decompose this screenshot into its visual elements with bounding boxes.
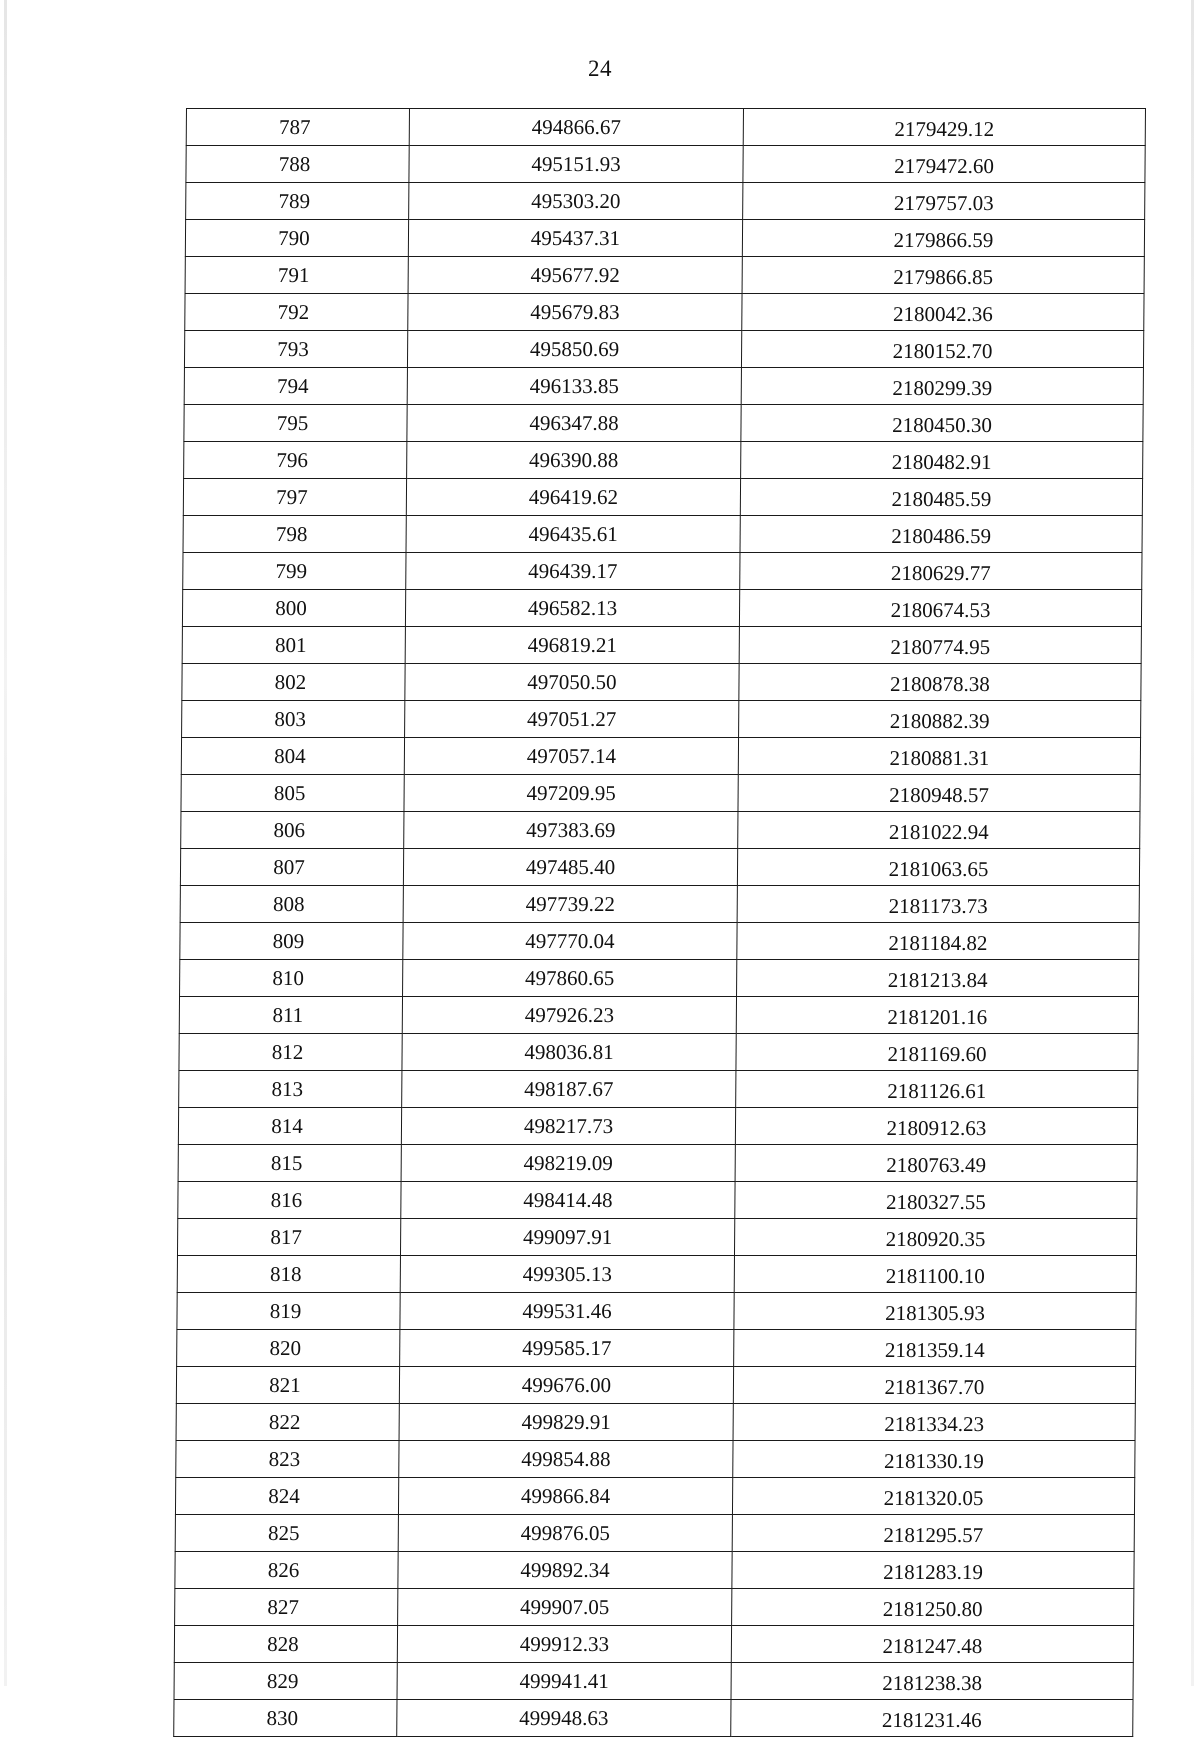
point-number-cell: 819	[177, 1293, 400, 1330]
y-coordinate-cell: 2181213.84	[737, 960, 1139, 997]
scan-edge-right	[1191, 0, 1194, 1686]
x-coordinate-cell: 495677.92	[408, 257, 742, 294]
point-number-cell: 806	[181, 812, 404, 849]
table-row	[176, 1367, 1135, 1404]
point-number-cell: 802	[182, 664, 405, 701]
x-coordinate-cell: 498217.73	[401, 1108, 735, 1145]
x-coordinate-cell: 499854.88	[399, 1441, 733, 1478]
y-coordinate-cell: 2181169.60	[736, 1034, 1138, 1071]
x-coordinate-cell: 498219.09	[401, 1145, 735, 1182]
point-number-cell: 815	[178, 1145, 401, 1182]
table-row	[185, 294, 1144, 331]
point-number-cell: 803	[182, 701, 405, 738]
y-coordinate-cell: 2181320.05	[732, 1478, 1134, 1515]
x-coordinate-cell: 499892.34	[398, 1552, 732, 1589]
y-coordinate-cell: 2180482.91	[741, 442, 1143, 479]
point-number-cell: 817	[177, 1219, 400, 1256]
x-coordinate-cell: 497860.65	[403, 960, 737, 997]
y-coordinate-cell: 2180674.53	[739, 590, 1141, 627]
x-coordinate-cell: 498414.48	[401, 1182, 735, 1219]
point-number-cell: 790	[185, 220, 408, 257]
x-coordinate-cell: 499097.91	[400, 1219, 734, 1256]
point-number-cell: 811	[179, 997, 402, 1034]
table-row	[180, 923, 1139, 960]
x-coordinate-cell: 499941.41	[397, 1663, 731, 1700]
x-coordinate-cell: 496439.17	[406, 553, 740, 590]
point-number-cell: 816	[178, 1182, 401, 1219]
table-row	[178, 1182, 1137, 1219]
table-row	[176, 1404, 1135, 1441]
x-coordinate-cell: 496819.21	[405, 627, 739, 664]
y-coordinate-cell: 2180485.59	[740, 479, 1142, 516]
x-coordinate-cell: 497739.22	[403, 886, 737, 923]
table-row	[180, 960, 1139, 997]
table-row	[177, 1293, 1136, 1330]
table-row	[177, 1330, 1136, 1367]
y-coordinate-cell: 2180042.36	[742, 294, 1144, 331]
point-number-cell: 826	[175, 1552, 398, 1589]
x-coordinate-cell: 497051.27	[405, 701, 739, 738]
point-number-cell: 805	[181, 775, 404, 812]
table-row	[178, 1145, 1137, 1182]
x-coordinate-cell: 499948.63	[397, 1700, 731, 1737]
y-coordinate-cell: 2181173.73	[737, 886, 1139, 923]
point-number-cell: 809	[180, 923, 403, 960]
y-coordinate-cell: 2181250.80	[732, 1589, 1134, 1626]
point-number-cell: 794	[184, 368, 407, 405]
x-coordinate-cell: 496582.13	[405, 590, 739, 627]
y-coordinate-cell: 2180629.77	[740, 553, 1142, 590]
x-coordinate-cell: 499907.05	[398, 1589, 732, 1626]
x-coordinate-cell: 495679.83	[408, 294, 742, 331]
y-coordinate-cell: 2180882.39	[739, 701, 1141, 738]
y-coordinate-cell: 2180878.38	[739, 664, 1141, 701]
table-row	[176, 1441, 1135, 1478]
table-row	[183, 553, 1142, 590]
y-coordinate-cell: 2181022.94	[738, 812, 1140, 849]
y-coordinate-cell: 2181126.61	[736, 1071, 1138, 1108]
scan-edge-left	[4, 0, 7, 1686]
point-number-cell: 812	[179, 1034, 402, 1071]
page-number: 24	[588, 56, 612, 81]
x-coordinate-cell: 495151.93	[409, 146, 743, 183]
point-number-cell: 814	[178, 1108, 401, 1145]
y-coordinate-cell: 2181201.16	[736, 997, 1138, 1034]
x-coordinate-cell: 499912.33	[397, 1626, 731, 1663]
y-coordinate-cell: 2181295.57	[732, 1515, 1134, 1552]
table-row	[177, 1256, 1136, 1293]
table-row	[174, 1700, 1133, 1737]
point-number-cell: 830	[174, 1700, 397, 1737]
coordinates-table	[173, 108, 1146, 1737]
table-row	[186, 109, 1145, 146]
point-number-cell: 825	[175, 1515, 398, 1552]
point-number-cell: 787	[186, 109, 409, 146]
y-coordinate-cell: 2180763.49	[735, 1145, 1137, 1182]
point-number-cell: 827	[175, 1589, 398, 1626]
y-coordinate-cell: 2181359.14	[734, 1330, 1136, 1367]
x-coordinate-cell: 497057.14	[404, 738, 738, 775]
point-number-cell: 793	[184, 331, 407, 368]
table-row	[175, 1552, 1134, 1589]
point-number-cell: 810	[180, 960, 403, 997]
y-coordinate-cell: 2181238.38	[731, 1663, 1133, 1700]
table-row	[174, 1626, 1133, 1663]
table-row	[179, 1034, 1138, 1071]
point-number-cell: 799	[183, 553, 406, 590]
table-row	[184, 368, 1143, 405]
x-coordinate-cell: 498036.81	[402, 1034, 736, 1071]
x-coordinate-cell: 499305.13	[400, 1256, 734, 1293]
point-number-cell: 796	[184, 442, 407, 479]
point-number-cell: 813	[179, 1071, 402, 1108]
point-number-cell: 828	[174, 1626, 397, 1663]
table-row	[184, 405, 1143, 442]
y-coordinate-cell: 2181283.19	[732, 1552, 1134, 1589]
point-number-cell: 789	[186, 183, 409, 220]
point-number-cell: 797	[183, 479, 406, 516]
point-number-cell: 801	[182, 627, 405, 664]
table-row	[179, 997, 1138, 1034]
table-row	[182, 627, 1141, 664]
x-coordinate-cell: 497926.23	[402, 997, 736, 1034]
y-coordinate-cell: 2181247.48	[731, 1626, 1133, 1663]
table-row	[186, 146, 1145, 183]
point-number-cell: 821	[176, 1367, 399, 1404]
table-row	[180, 849, 1139, 886]
x-coordinate-cell: 494866.67	[409, 109, 743, 146]
y-coordinate-cell: 2179757.03	[743, 183, 1145, 220]
coordinates-table-wrapper	[186, 108, 1137, 1732]
x-coordinate-cell: 497485.40	[403, 849, 737, 886]
x-coordinate-cell: 498187.67	[402, 1071, 736, 1108]
x-coordinate-cell: 497050.50	[405, 664, 739, 701]
point-number-cell: 795	[184, 405, 407, 442]
y-coordinate-cell: 2181367.70	[733, 1367, 1135, 1404]
x-coordinate-cell: 496133.85	[407, 368, 741, 405]
table-row	[175, 1589, 1134, 1626]
x-coordinate-cell: 499531.46	[400, 1293, 734, 1330]
x-coordinate-cell: 499585.17	[400, 1330, 734, 1367]
x-coordinate-cell: 497770.04	[403, 923, 737, 960]
y-coordinate-cell: 2181305.93	[734, 1293, 1136, 1330]
y-coordinate-cell: 2180299.39	[741, 368, 1143, 405]
y-coordinate-cell: 2181063.65	[737, 849, 1139, 886]
point-number-cell: 823	[176, 1441, 399, 1478]
table-row	[181, 812, 1140, 849]
x-coordinate-cell: 499876.05	[398, 1515, 732, 1552]
table-row	[174, 1663, 1133, 1700]
y-coordinate-cell: 2181184.82	[737, 923, 1139, 960]
point-number-cell: 798	[183, 516, 406, 553]
point-number-cell: 792	[185, 294, 408, 331]
table-row	[185, 220, 1144, 257]
y-coordinate-cell: 2180920.35	[734, 1219, 1136, 1256]
y-coordinate-cell: 2180450.30	[741, 405, 1143, 442]
point-number-cell: 788	[186, 146, 409, 183]
x-coordinate-cell: 496435.61	[406, 516, 740, 553]
point-number-cell: 804	[181, 738, 404, 775]
table-row	[175, 1515, 1134, 1552]
point-number-cell: 818	[177, 1256, 400, 1293]
y-coordinate-cell: 2179866.59	[742, 220, 1144, 257]
table-row	[179, 1071, 1138, 1108]
table-row	[185, 257, 1144, 294]
y-coordinate-cell: 2179429.12	[743, 109, 1145, 146]
point-number-cell: 824	[175, 1478, 398, 1515]
point-number-cell: 800	[182, 590, 405, 627]
y-coordinate-cell: 2180948.57	[738, 775, 1140, 812]
table-row	[180, 886, 1139, 923]
y-coordinate-cell: 2179472.60	[743, 146, 1145, 183]
x-coordinate-cell: 497209.95	[404, 775, 738, 812]
table-row	[182, 701, 1141, 738]
table-row	[181, 738, 1140, 775]
x-coordinate-cell: 495850.69	[407, 331, 741, 368]
y-coordinate-cell: 2180327.55	[735, 1182, 1137, 1219]
y-coordinate-cell: 2180152.70	[741, 331, 1143, 368]
y-coordinate-cell: 2181330.19	[733, 1441, 1135, 1478]
x-coordinate-cell: 496390.88	[407, 442, 741, 479]
table-row	[175, 1478, 1134, 1515]
y-coordinate-cell: 2180912.63	[735, 1108, 1137, 1145]
y-coordinate-cell: 2180774.95	[739, 627, 1141, 664]
point-number-cell: 808	[180, 886, 403, 923]
coordinates-table-body	[174, 109, 1146, 1737]
table-row	[183, 516, 1142, 553]
y-coordinate-cell: 2181334.23	[733, 1404, 1135, 1441]
point-number-cell: 807	[180, 849, 403, 886]
table-row	[183, 479, 1142, 516]
x-coordinate-cell: 495437.31	[408, 220, 742, 257]
point-number-cell: 820	[177, 1330, 400, 1367]
table-row	[177, 1219, 1136, 1256]
y-coordinate-cell: 2180881.31	[738, 738, 1140, 775]
point-number-cell: 829	[174, 1663, 397, 1700]
y-coordinate-cell: 2179866.85	[742, 257, 1144, 294]
x-coordinate-cell: 495303.20	[409, 183, 743, 220]
x-coordinate-cell: 496419.62	[406, 479, 740, 516]
point-number-cell: 822	[176, 1404, 399, 1441]
table-row	[182, 664, 1141, 701]
table-row	[184, 442, 1143, 479]
x-coordinate-cell: 499676.00	[399, 1367, 733, 1404]
point-number-cell: 791	[185, 257, 408, 294]
table-row	[186, 183, 1145, 220]
x-coordinate-cell: 496347.88	[407, 405, 741, 442]
x-coordinate-cell: 497383.69	[404, 812, 738, 849]
y-coordinate-cell: 2180486.59	[740, 516, 1142, 553]
table-row	[182, 590, 1141, 627]
y-coordinate-cell: 2181100.10	[734, 1256, 1136, 1293]
x-coordinate-cell: 499866.84	[398, 1478, 732, 1515]
table-row	[181, 775, 1140, 812]
table-row	[184, 331, 1143, 368]
y-coordinate-cell: 2181231.46	[731, 1700, 1133, 1737]
x-coordinate-cell: 499829.91	[399, 1404, 733, 1441]
table-row	[178, 1108, 1137, 1145]
